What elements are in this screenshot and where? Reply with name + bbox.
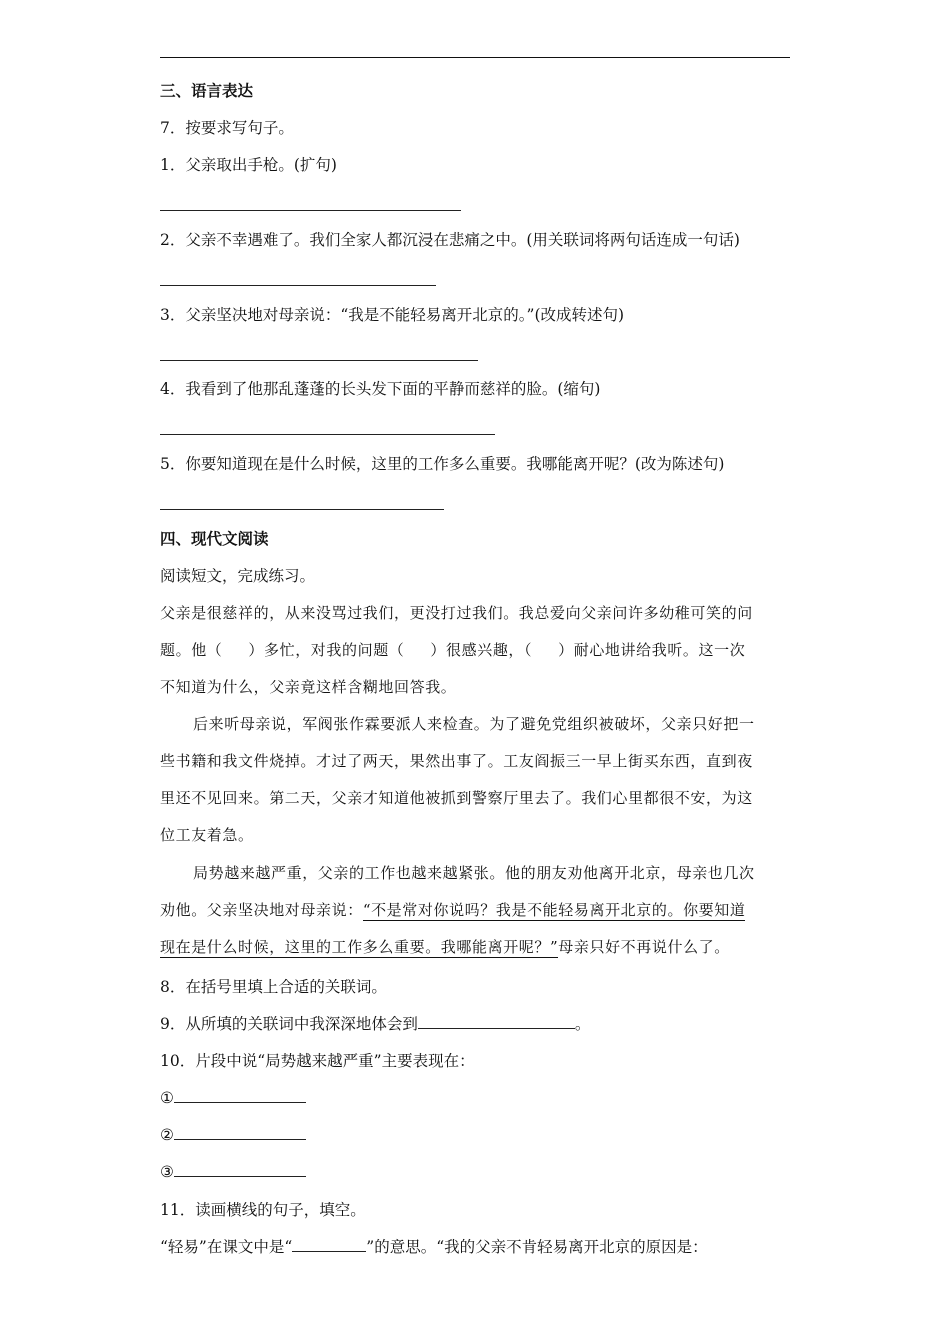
passage-fragment: ）很感兴趣，（ bbox=[430, 641, 533, 659]
section3-title: 三、语言表达 bbox=[160, 81, 254, 100]
passage-fragment: 劝他。父亲坚决地对母亲说： bbox=[160, 901, 363, 919]
item-3: 3．父亲坚决地对母亲说：“我是不能轻易离开北京的。”(改成转述句) bbox=[160, 306, 625, 324]
passage-line: 局势越来越严重，父亲的工作也越来越紧张。他的朋友劝他离开北京，母亲也几次 bbox=[193, 864, 755, 882]
answer-line-3[interactable] bbox=[160, 360, 478, 361]
answer-row-2 bbox=[160, 1125, 306, 1145]
passage-fragment: ）多忙，对我的问题（ bbox=[248, 641, 405, 659]
answer-blank-9[interactable] bbox=[418, 1014, 575, 1029]
answer-blank-10-3[interactable] bbox=[174, 1162, 306, 1177]
passage-line-with-blanks bbox=[160, 640, 745, 660]
reading-intro: 阅读短文，完成练习。 bbox=[160, 567, 316, 585]
question-11: 11．读画横线的句子，填空。 bbox=[160, 1201, 366, 1219]
passage-line: 后来听母亲说，军阀张作霖要派人来检查。为了避免党组织被破坏，父亲只好把一 bbox=[193, 715, 755, 733]
passage-fragment: 题。他（ bbox=[160, 641, 223, 659]
passage-line: 不知道为什么，父亲竟这样含糊地回答我。 bbox=[160, 678, 457, 696]
answer-line-5[interactable] bbox=[160, 509, 444, 510]
header-rule bbox=[160, 57, 790, 58]
question-7: 7．按要求写句子。 bbox=[160, 119, 294, 137]
passage-line: 父亲是很慈祥的，从来没骂过我们，更没打过我们。我总爱向父亲问许多幼稚可笑的问 bbox=[160, 604, 753, 622]
circled-number-2: ② bbox=[160, 1126, 174, 1144]
answer-line-2[interactable] bbox=[160, 285, 436, 286]
passage-line: 里还不见回来。第二天，父亲才知道他被抓到警察厅里去了。我们心里都很不安，为这 bbox=[160, 789, 753, 807]
item-2: 2．父亲不幸遇难了。我们全家人都沉浸在悲痛之中。(用关联词将两句话连成一句话) bbox=[160, 231, 740, 249]
passage-line: 些书籍和我文件烧掉。才过了两天，果然出事了。工友阎振三一早上街买东西，直到夜 bbox=[160, 752, 753, 770]
question-9 bbox=[160, 1014, 590, 1034]
question-10: 10．片段中说“局势越来越严重”主要表现在： bbox=[160, 1052, 475, 1070]
passage-line bbox=[160, 900, 745, 920]
answer-blank-11[interactable] bbox=[292, 1237, 366, 1252]
circled-number-3: ③ bbox=[160, 1163, 174, 1181]
answer-line-4[interactable] bbox=[160, 434, 495, 435]
answer-blank-10-2[interactable] bbox=[174, 1125, 306, 1140]
answer-row-3 bbox=[160, 1162, 306, 1182]
answer-row-1 bbox=[160, 1088, 306, 1108]
passage-line: 位工友着急。 bbox=[160, 826, 254, 844]
answer-blank-10-1[interactable] bbox=[174, 1088, 306, 1103]
question-9-end: 。 bbox=[574, 1015, 591, 1033]
question-9-text: 9．从所填的关联词中我深深地体会到 bbox=[160, 1015, 418, 1033]
question-11-text-b: ”的意思。“我的父亲不肯轻易离开北京的原因是： bbox=[366, 1238, 708, 1256]
question-8: 8．在括号里填上合适的关联词。 bbox=[160, 978, 387, 996]
question-11-fill bbox=[160, 1237, 708, 1257]
item-1: 1．父亲取出手枪。(扩句) bbox=[160, 156, 337, 174]
question-11-text-a: “轻易”在课文中是“ bbox=[160, 1238, 293, 1256]
passage-fragment: ）耐心地讲给我听。这一次 bbox=[558, 641, 746, 659]
passage-line bbox=[160, 937, 730, 957]
passage-fragment: 母亲只好不再说什么了。 bbox=[558, 938, 730, 956]
underlined-sentence: “不是常对你说吗？我是不能轻易离开北京的。你要知道 bbox=[362, 901, 746, 919]
item-5: 5．你要知道现在是什么时候，这里的工作多么重要。我哪能离开呢？(改为陈述句) bbox=[160, 455, 725, 473]
section4-title: 四、现代文阅读 bbox=[160, 529, 269, 548]
underlined-sentence: 现在是什么时候，这里的工作多么重要。我哪能离开呢？” bbox=[160, 938, 559, 956]
answer-line-1[interactable] bbox=[160, 210, 461, 211]
circled-number-1: ① bbox=[160, 1089, 174, 1107]
item-4: 4．我看到了他那乱蓬蓬的长头发下面的平静而慈祥的脸。(缩句) bbox=[160, 380, 601, 398]
